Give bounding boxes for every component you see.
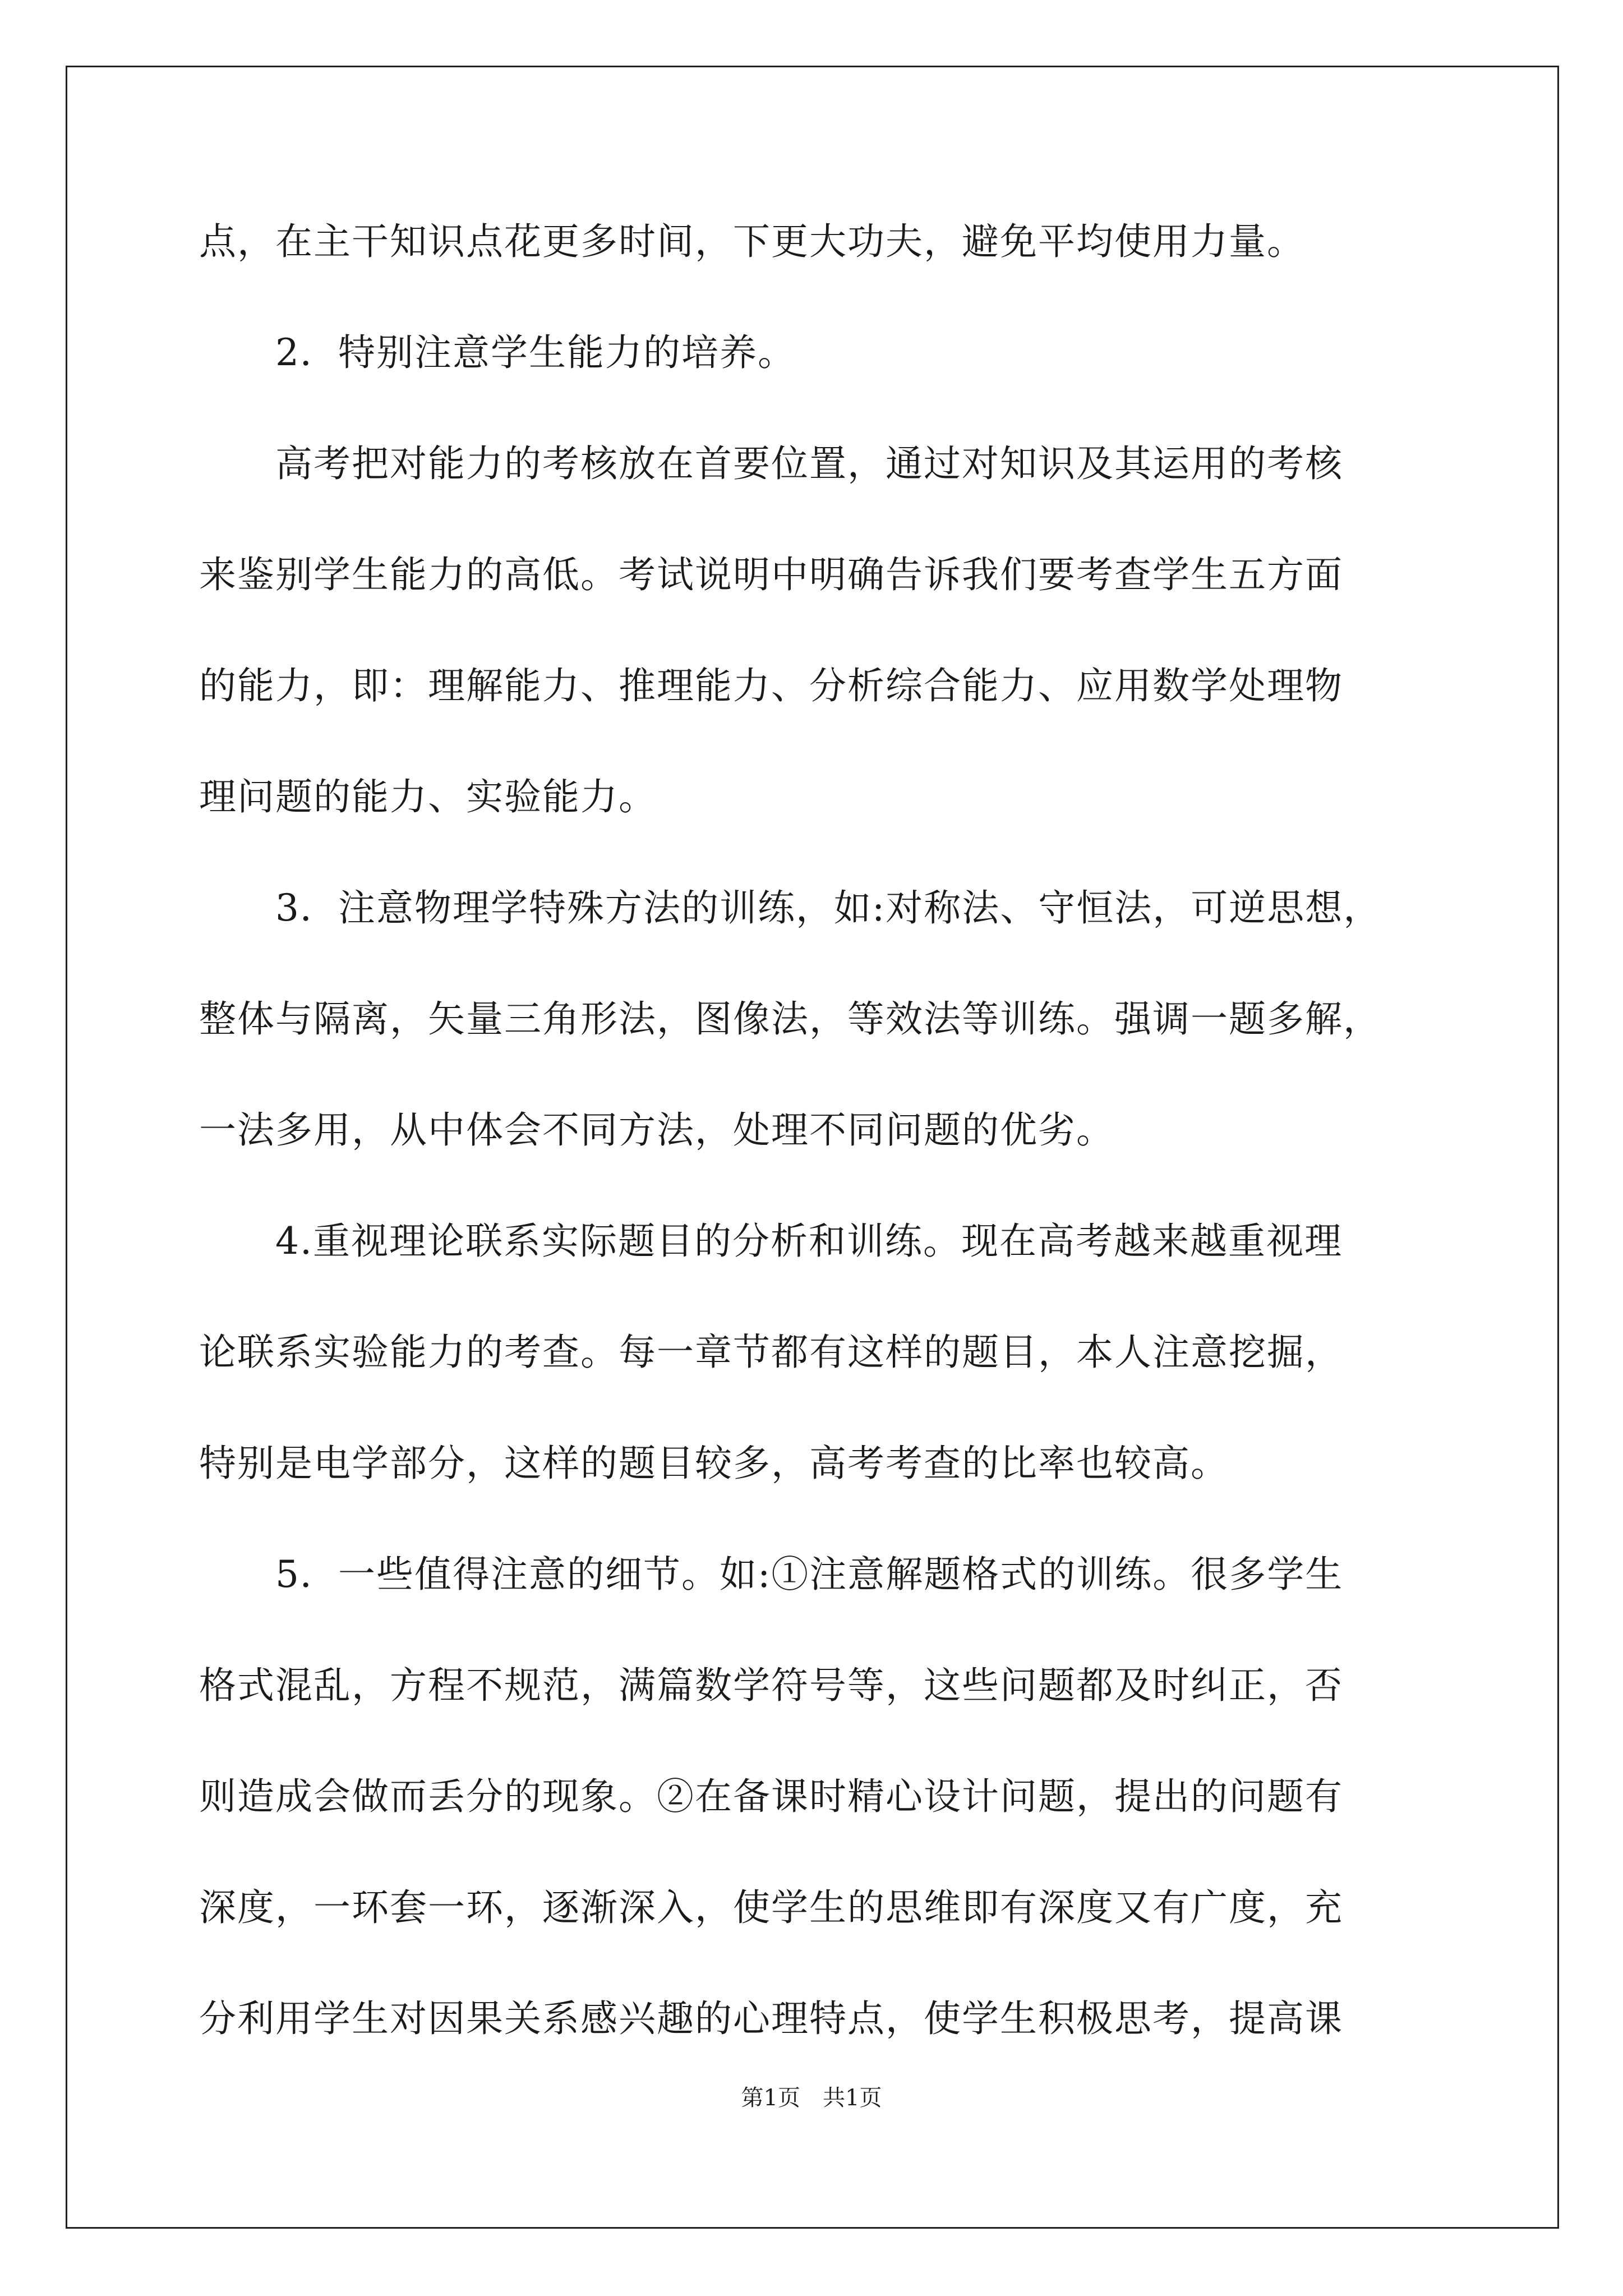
document-body <box>199 222 1433 2110</box>
page-total: 共1页 <box>823 2085 882 2111</box>
page-footer <box>0 2084 1623 2112</box>
body-line: 整体与隔离，矢量三角形法，图像法，等效法等训练。强调一题多解， <box>199 997 1381 1041</box>
body-line: 高考把对能力的考核放在首要位置，通过对知识及其运用的考核 <box>275 442 1343 485</box>
body-line: 4.重视理论联系实际题目的分析和训练。现在高考越来越重视理 <box>275 1220 1343 1263</box>
page-number: 第1页 <box>741 2085 800 2111</box>
body-line: 分利用学生对因果关系感兴趣的心理特点，使学生积极思考，提高课 <box>199 1997 1343 2040</box>
body-line: 格式混乱，方程不规范，满篇数学符号等，这些问题都及时纠正，否 <box>199 1664 1343 1707</box>
body-line: 来鉴别学生能力的高低。考试说明中明确告诉我们要考查学生五方面 <box>199 553 1343 596</box>
body-line: 5．一些值得注意的细节。如:①注意解题格式的训练。很多学生 <box>275 1553 1344 1596</box>
body-line: 点，在主干知识点花更多时间，下更大功夫，避免平均使用力量。 <box>199 220 1305 263</box>
body-line: 特别是电学部分，这样的题目较多，高考考查的比率也较高。 <box>199 1442 1229 1485</box>
body-line: 论联系实验能力的考查。每一章节都有这样的题目，本人注意挖掘， <box>199 1331 1343 1374</box>
body-line: 一法多用，从中体会不同方法，处理不同问题的优劣。 <box>199 1108 1114 1152</box>
body-line: 2．特别注意学生能力的培养。 <box>275 331 796 374</box>
body-line: 的能力，即：理解能力、推理能力、分析综合能力、应用数学处理物 <box>199 664 1343 707</box>
body-line: 3．注意物理学特殊方法的训练，如:对称法、守恒法，可逆思想， <box>275 886 1382 930</box>
body-line: 深度，一环套一环，逐渐深入，使学生的思维即有深度又有广度，充 <box>199 1886 1343 1929</box>
body-line: 理问题的能力、实验能力。 <box>199 775 657 818</box>
body-line: 则造成会做而丢分的现象。②在备课时精心设计问题，提出的问题有 <box>199 1775 1343 1818</box>
